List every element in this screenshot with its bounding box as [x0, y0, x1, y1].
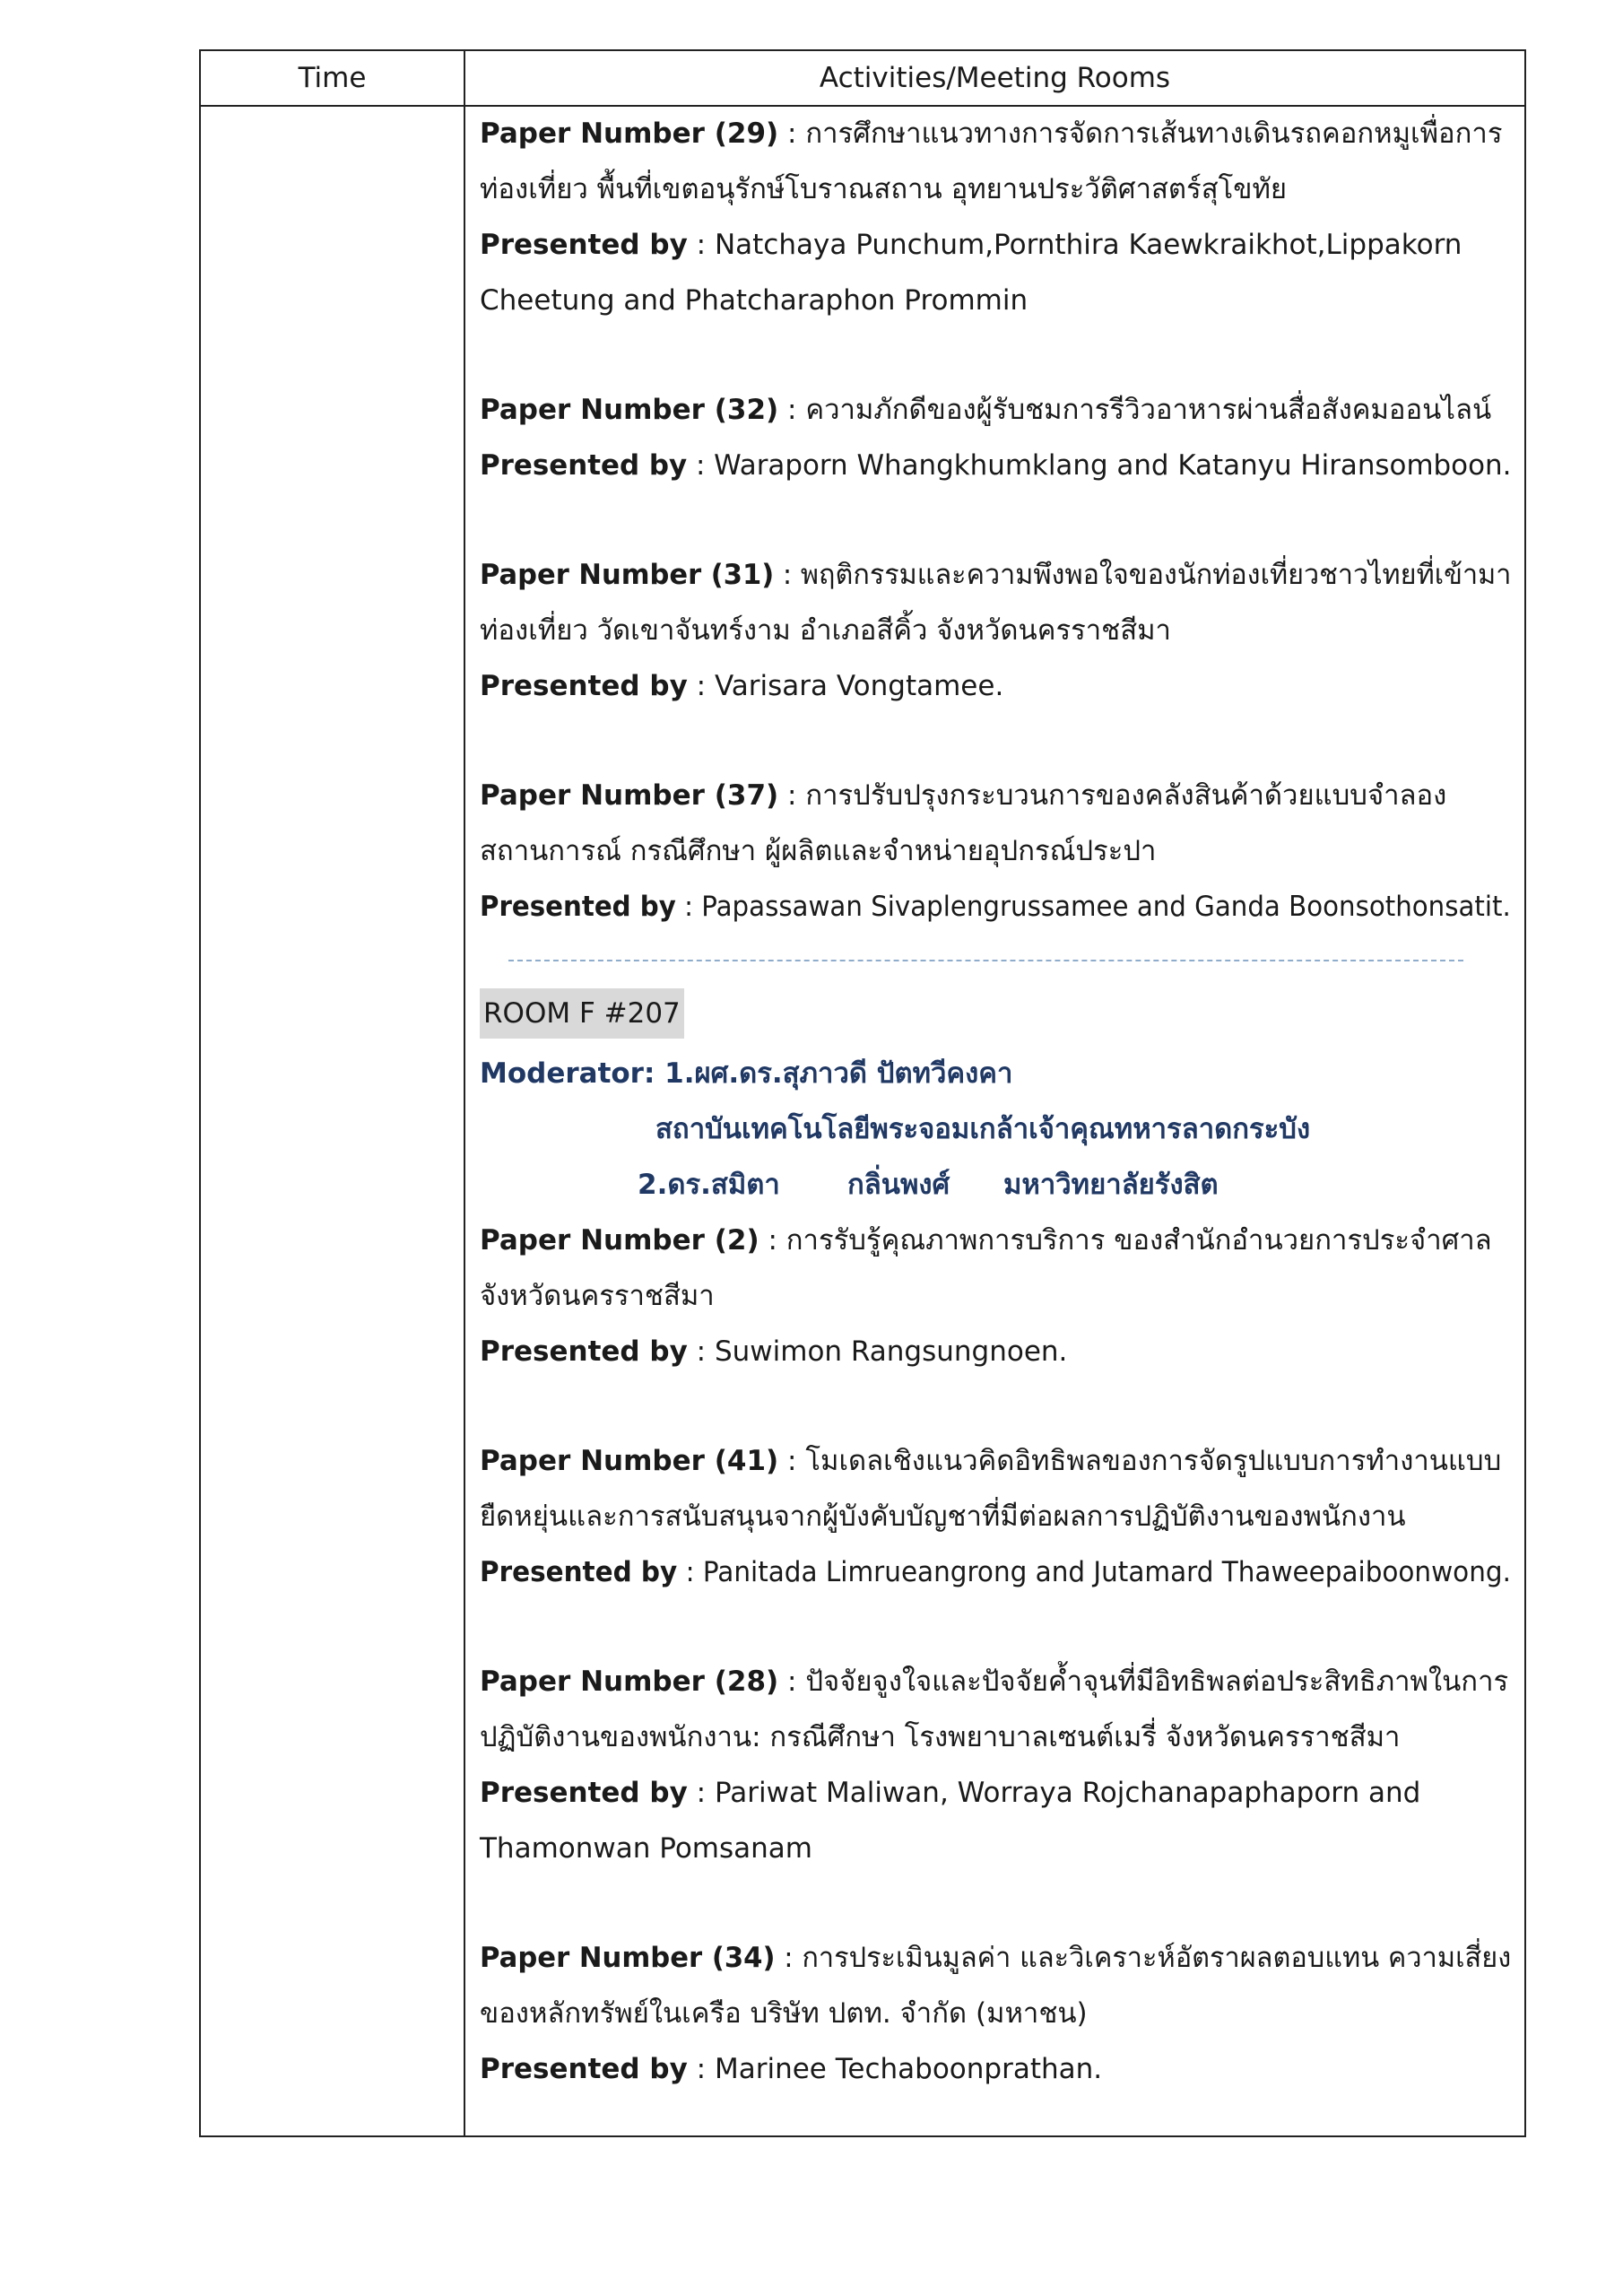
separator: :	[778, 1665, 806, 1698]
presenter-line	[480, 225, 1462, 265]
paper-number-label: Paper Number (28)	[480, 1665, 779, 1698]
paper-entry	[480, 390, 1491, 430]
paper-entry	[480, 114, 1502, 153]
presenter-names: : Varisara Vongtamee.	[687, 670, 1004, 702]
presented-by-label: Presented by	[480, 1777, 688, 1809]
column-divider	[464, 51, 465, 2135]
presented-by-label: Presented by	[480, 670, 688, 702]
table-header-row	[201, 51, 1524, 107]
moderator-two-name: 2.ดร.สมิตา	[638, 1169, 780, 1201]
presenter-names-continued: Thamonwan Pomsanam	[480, 1832, 812, 1865]
schedule-table	[199, 49, 1526, 2137]
paper-title-continued: จังหวัดนครราชสีมา	[480, 1280, 715, 1312]
paper-title-continued: ปฏิบัติงานของพนักงาน: กรณีศึกษา โรงพยาบาลเซนต์เมรี่ จังหวัดนครราชสีมา	[480, 1721, 1401, 1753]
separator: :	[778, 779, 806, 812]
presenter-names-continued: Cheetung and Phatcharaphon Prommin	[480, 284, 1028, 317]
moderator-two-surname: กลิ่นพงศ์	[847, 1169, 950, 1201]
moderator-line: Moderator: 1.ผศ.ดร.สุภาวดี ปัตทวีคงคา	[480, 1057, 1013, 1090]
paper-title: การศึกษาแนวทางการจัดการเส้นทางเดินรถคอกหมูเพื่อการ	[805, 117, 1503, 150]
paper-title-continued: สถานการณ์ กรณีศึกษา ผู้ผลิตและจำหน่ายอุปกรณ์ประปา	[480, 835, 1157, 867]
paper-title: โมเดลเชิงแนวคิดอิทธิพลของการจัดรูปแบบการทำงานแบบ	[805, 1445, 1502, 1477]
paper-number-label: Paper Number (34)	[480, 1942, 776, 1974]
separator: :	[759, 1224, 786, 1257]
paper-entry	[480, 1221, 1492, 1260]
separator: :	[778, 117, 806, 150]
paper-title-continued: ท่องเที่ยว พื้นที่เขตอนุรักษ์โบราณสถาน อุทยานประวัติศาสตร์สุโขทัย	[480, 173, 1288, 205]
presenter-line	[480, 1773, 1420, 1813]
presented-by-label: Presented by	[480, 891, 676, 923]
paper-number-label: Paper Number (41)	[480, 1445, 779, 1477]
presented-by-label: Presented by	[480, 229, 688, 261]
paper-title-continued: ของหลักทรัพย์ในเครือ บริษัท ปตท. จำกัด (มหาชน)	[480, 1997, 1088, 2030]
paper-number-label: Paper Number (29)	[480, 117, 779, 150]
separator: :	[775, 1942, 803, 1974]
presented-by-label: Presented by	[480, 1556, 678, 1588]
paper-number-label: Paper Number (32)	[480, 394, 779, 426]
paper-title-continued: ยืดหยุ่นและการสนับสนุนจากผู้บังคับบัญชาที่มีต่อผลการปฏิบัติงานของพนักงาน	[480, 1500, 1406, 1533]
presenter-names: : Natchaya Punchum,Pornthira Kaewkraikhot,Lippakorn	[687, 229, 1462, 261]
paper-title: การปรับปรุงกระบวนการของคลังสินค้าด้วยแบบจำลอง	[805, 779, 1447, 812]
presented-by-label: Presented by	[480, 449, 688, 482]
moderator-two-affiliation: มหาวิทยาลัยรังสิต	[1003, 1169, 1219, 1201]
paper-number-label: Paper Number (31)	[480, 559, 775, 591]
section-divider	[508, 960, 1463, 961]
room-label: ROOM F #207	[480, 988, 684, 1039]
presenter-line	[480, 1332, 1067, 1371]
paper-title: ความภักดีของผู้รับชมการรีวิวอาหารผ่านสื่อสังคมออนไลน์	[805, 394, 1492, 426]
paper-title: การรับรู้คุณภาพการบริการ ของสำนักอำนวยการประจำศาล	[785, 1224, 1492, 1257]
presenter-line	[480, 446, 1511, 485]
header-time: Time	[298, 62, 367, 94]
paper-title: การประเมินมูลค่า และวิเคราะห์อัตราผลตอบแทน ความเสี่ยง	[802, 1942, 1512, 1974]
presenter-line	[480, 1552, 1511, 1592]
header-activities: Activities/Meeting Rooms	[819, 62, 1171, 94]
paper-entry	[480, 776, 1446, 815]
paper-title: พฤติกรรมและความพึงพอใจของนักท่องเที่ยวชาวไทยที่เข้ามา	[800, 559, 1512, 591]
paper-entry	[480, 1662, 1508, 1701]
presenter-names: : Panitada Limrueangrong and Jutamard Thaweepaiboonwong.	[677, 1556, 1511, 1588]
presenter-names: : Papassawan Sivaplengrussamee and Ganda Boonsothonsatit.	[675, 891, 1511, 923]
paper-entry	[480, 1441, 1501, 1481]
paper-number-label: Paper Number (2)	[480, 1224, 759, 1257]
presenter-line	[480, 2049, 1102, 2089]
presenter-line	[480, 666, 1003, 706]
presenter-names: : Waraporn Whangkhumklang and Katanyu Hiransomboon.	[687, 449, 1512, 482]
moderator-affiliation: สถาบันเทคโนโลยีพระจอมเกล้าเจ้าคุณทหารลาดกระบัง	[655, 1113, 1311, 1145]
paper-title-continued: ท่องเที่ยว วัดเขาจันทร์งาม อำเภอสีคิ้ว จังหวัดนครราชสีมา	[480, 614, 1171, 647]
presented-by-label: Presented by	[480, 2053, 688, 2085]
presenter-names: : Marinee Techaboonprathan.	[687, 2053, 1103, 2085]
presenter-names: : Pariwat Maliwan, Worraya Rojchanapaphaporn and	[687, 1777, 1421, 1809]
paper-title: ปัจจัยจูงใจและปัจจัยค้ำจุนที่มีอิทธิพลต่อประสิทธิภาพในการ	[805, 1665, 1509, 1698]
separator: :	[774, 559, 801, 591]
paper-entry	[480, 555, 1511, 595]
presented-by-label: Presented by	[480, 1335, 688, 1368]
separator: :	[778, 1445, 806, 1477]
presenter-line	[480, 887, 1511, 926]
paper-entry	[480, 1938, 1511, 1978]
presenter-names: : Suwimon Rangsungnoen.	[687, 1335, 1068, 1368]
separator: :	[778, 394, 806, 426]
paper-number-label: Paper Number (37)	[480, 779, 779, 812]
